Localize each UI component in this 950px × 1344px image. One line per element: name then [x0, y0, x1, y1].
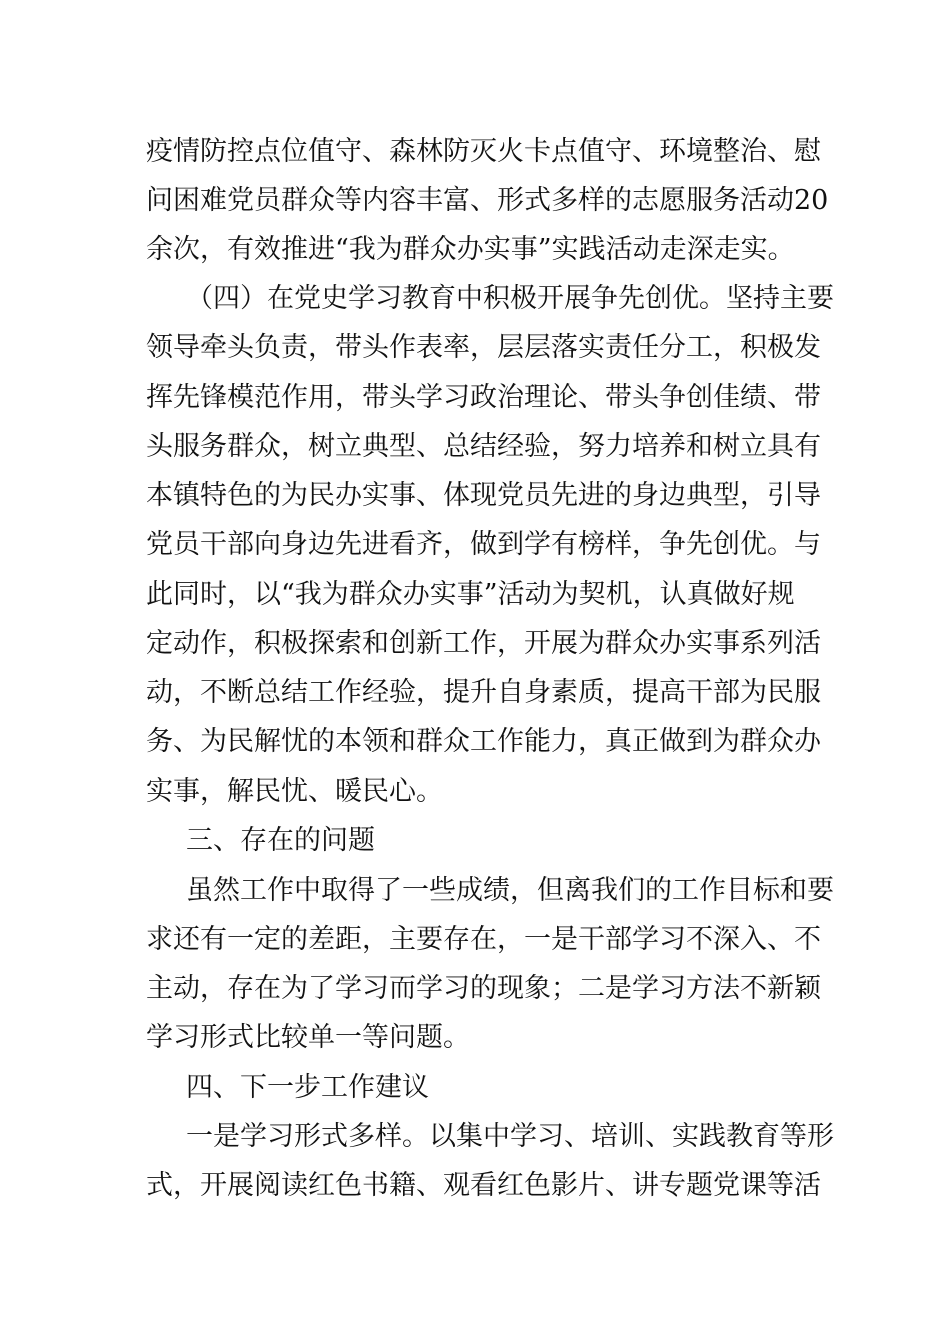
- paragraph-heading-line: （四）在党史学习教育中积极开展争先创优。坚持主要: [186, 283, 834, 314]
- text-line: 式，开展阅读红色书籍、观看红色影片、讲专题党课等活: [146, 1170, 821, 1201]
- text-line: 挥先锋模范作用，带头学习政治理论、带头争创佳绩、带: [146, 382, 821, 413]
- text-line: 定动作，积极探索和创新工作，开展为群众办实事系列活: [146, 628, 821, 659]
- text-line: 问困难党员群众等内容丰富、形式多样的志愿服务活动20: [146, 185, 829, 216]
- text-line: 头服务群众，树立典型、总结经验，努力培养和树立具有: [146, 431, 821, 462]
- text-line: 余次，有效推进“我为群众办实事”实践活动走深走实。: [146, 234, 795, 265]
- text-line: 此同时，以“我为群众办实事”活动为契机，认真做好规: [146, 579, 795, 610]
- text-line: 务、为民解忧的本领和群众工作能力，真正做到为群众办: [146, 726, 821, 757]
- text-line: 求还有一定的差距，主要存在，一是干部学习不深入、不: [146, 924, 821, 955]
- text-line: 主动，存在为了学习而学习的现象；二是学习方法不新颖: [146, 973, 821, 1004]
- text-line: 虽然工作中取得了一些成绩，但离我们的工作目标和要: [186, 875, 834, 906]
- text-line: 领导牵头负责，带头作表率，层层落实责任分工，积极发: [146, 332, 821, 363]
- section-heading: 四、下一步工作建议: [186, 1072, 429, 1103]
- text-line: 党员干部向身边先进看齐，做到学有榜样，争先创优。与: [146, 529, 821, 560]
- text-line: 学习形式比较单一等问题。: [146, 1022, 470, 1053]
- text-line: 实事，解民忧、暖民心。: [146, 776, 443, 807]
- text-line: 一是学习形式多样。以集中学习、培训、实践教育等形: [186, 1121, 834, 1152]
- text-line: 本镇特色的为民办实事、体现党员先进的身边典型，引导: [146, 480, 821, 511]
- section-heading: 三、存在的问题: [186, 825, 375, 856]
- text-line: 动，不断总结工作经验，提升自身素质，提高干部为民服: [146, 677, 821, 708]
- text-line: 疫情防控点位值守、森林防灭火卡点值守、环境整治、慰: [146, 136, 821, 167]
